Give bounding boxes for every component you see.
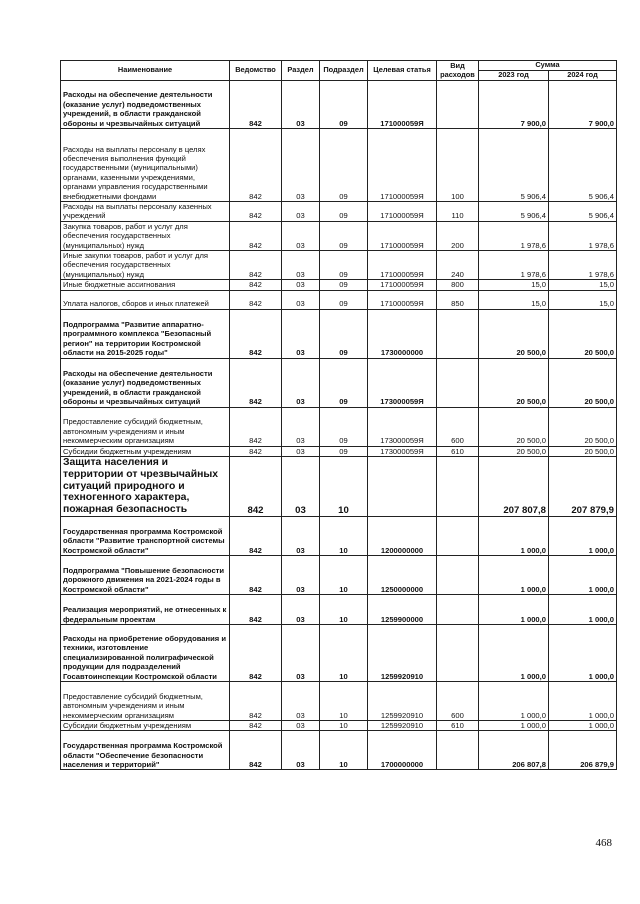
header-dept: Ведомство	[230, 61, 282, 81]
row-subsection: 09	[320, 446, 368, 456]
row-sum-2024: 1 000,0	[549, 721, 617, 731]
row-sum-2024: 1 000,0	[549, 595, 617, 625]
row-name: Предоставление субсидий бюджетным, автономным учреждениям и иным некоммерческим организациям	[61, 682, 230, 721]
row-subsection: 10	[320, 595, 368, 625]
row-dept: 842	[230, 358, 282, 407]
row-target: 171000059Я	[368, 280, 437, 290]
row-exptype	[437, 625, 479, 682]
header-name: Наименование	[61, 61, 230, 81]
row-section: 03	[282, 81, 320, 129]
row-name: Расходы на приобретение оборудования и техники, изготовление специализированной полиграфической продукции для подразделений Госавтоинспекции Костромской области	[61, 625, 230, 682]
row-sum-2023: 7 900,0	[479, 81, 549, 129]
table-row	[61, 221, 617, 250]
row-name: Предоставление субсидий бюджетным, автономным учреждениям и иным некоммерческим организациям	[61, 407, 230, 446]
row-section: 03	[282, 407, 320, 446]
row-section: 03	[282, 721, 320, 731]
row-section: 03	[282, 595, 320, 625]
row-subsection: 09	[320, 280, 368, 290]
row-sum-2024: 20 500,0	[549, 446, 617, 456]
table-row	[61, 625, 617, 682]
row-sum-2024: 1 978,6	[549, 221, 617, 250]
row-exptype: 610	[437, 721, 479, 731]
row-exptype	[437, 556, 479, 595]
row-section: 03	[282, 221, 320, 250]
row-dept: 842	[230, 129, 282, 202]
row-target: 1200000000	[368, 517, 437, 556]
row-name: Реализация мероприятий, не отнесенных к федеральным проектам	[61, 595, 230, 625]
row-sum-2023: 1 000,0	[479, 625, 549, 682]
row-sum-2023: 1 000,0	[479, 556, 549, 595]
row-exptype: 600	[437, 682, 479, 721]
row-exptype: 600	[437, 407, 479, 446]
row-target: 171000059Я	[368, 251, 437, 280]
row-exptype	[437, 517, 479, 556]
row-target: 173000059Я	[368, 446, 437, 456]
row-subsection: 09	[320, 129, 368, 202]
row-section: 03	[282, 309, 320, 358]
row-sum-2023: 1 000,0	[479, 682, 549, 721]
row-name: Закупка товаров, работ и услуг для обеспечения государственных (муниципальных) нужд	[61, 221, 230, 250]
row-name: Расходы на обеспечение деятельности (оказание услуг) подведомственных учреждений, в области гражданской обороны и чрезвычайных ситуаций	[61, 358, 230, 407]
row-sum-2023: 20 500,0	[479, 446, 549, 456]
row-target: 1250000000	[368, 556, 437, 595]
row-name: Государственная программа Костромской области "Развитие транспортной системы Костромской области"	[61, 517, 230, 556]
row-subsection: 10	[320, 517, 368, 556]
row-target: 171000059Я	[368, 129, 437, 202]
row-sum-2024: 1 000,0	[549, 682, 617, 721]
row-exptype	[437, 595, 479, 625]
row-target: 173000059Я	[368, 358, 437, 407]
header-subsection: Подраздел	[320, 61, 368, 81]
row-name: Субсидии бюджетным учреждениям	[61, 721, 230, 731]
row-name: Уплата налогов, сборов и иных платежей	[61, 290, 230, 309]
row-sum-2024: 15,0	[549, 290, 617, 309]
row-exptype: 200	[437, 221, 479, 250]
row-section: 03	[282, 457, 320, 517]
header-year-2023: 2023 год	[479, 71, 549, 81]
table-row	[61, 556, 617, 595]
row-target: 1259920910	[368, 625, 437, 682]
row-sum-2023: 1 000,0	[479, 595, 549, 625]
row-sum-2024: 15,0	[549, 280, 617, 290]
row-exptype: 100	[437, 129, 479, 202]
row-sum-2023: 20 500,0	[479, 309, 549, 358]
header-target: Целевая статья	[368, 61, 437, 81]
row-subsection: 10	[320, 625, 368, 682]
row-subsection: 09	[320, 309, 368, 358]
row-target: 173000059Я	[368, 407, 437, 446]
row-sum-2023: 1 000,0	[479, 721, 549, 731]
row-sum-2024: 1 978,6	[549, 251, 617, 280]
row-sum-2023: 20 500,0	[479, 407, 549, 446]
row-name: Субсидии бюджетным учреждениям	[61, 446, 230, 456]
row-target: 171000059Я	[368, 81, 437, 129]
row-exptype	[437, 309, 479, 358]
row-exptype: 850	[437, 290, 479, 309]
row-exptype	[437, 358, 479, 407]
row-dept: 842	[230, 721, 282, 731]
row-dept: 842	[230, 251, 282, 280]
row-subsection: 10	[320, 731, 368, 770]
row-section: 03	[282, 251, 320, 280]
row-dept: 842	[230, 731, 282, 770]
row-sum-2024: 1 000,0	[549, 556, 617, 595]
row-name: Иные бюджетные ассигнования	[61, 280, 230, 290]
row-target: 1259920910	[368, 721, 437, 731]
row-subsection: 10	[320, 457, 368, 517]
table-row	[61, 81, 617, 129]
row-subsection: 09	[320, 202, 368, 222]
header-sum: Сумма	[479, 61, 617, 71]
row-section: 03	[282, 358, 320, 407]
row-target: 171000059Я	[368, 221, 437, 250]
row-exptype: 800	[437, 280, 479, 290]
row-sum-2024: 20 500,0	[549, 407, 617, 446]
row-name: Расходы на выплаты персоналу казенных учреждений	[61, 202, 230, 222]
table-row	[61, 595, 617, 625]
row-sum-2023: 5 906,4	[479, 129, 549, 202]
row-name: Иные закупки товаров, работ и услуг для обеспечения государственных (муниципальных) нужд	[61, 251, 230, 280]
table-row	[61, 290, 617, 309]
budget-table	[60, 60, 617, 770]
row-sum-2024: 20 500,0	[549, 309, 617, 358]
row-subsection: 10	[320, 682, 368, 721]
row-dept: 842	[230, 221, 282, 250]
table-row	[61, 407, 617, 446]
row-name: Подпрограмма "Развитие аппаратно-программного комплекса "Безопасный регион" на территории Костромской области на 2015-2025 годы"	[61, 309, 230, 358]
row-section: 03	[282, 290, 320, 309]
row-subsection: 09	[320, 290, 368, 309]
row-subsection: 10	[320, 556, 368, 595]
row-target: 1730000000	[368, 309, 437, 358]
row-section: 03	[282, 517, 320, 556]
row-name: Защита населения и территории от чрезвычайных ситуаций природного и техногенного характера, пожарная безопасность	[61, 457, 230, 517]
row-dept: 842	[230, 625, 282, 682]
row-section: 03	[282, 202, 320, 222]
row-section: 03	[282, 731, 320, 770]
row-sum-2024: 20 500,0	[549, 358, 617, 407]
row-exptype: 110	[437, 202, 479, 222]
table-row	[61, 202, 617, 222]
header-year-2024: 2024 год	[549, 71, 617, 81]
row-subsection: 09	[320, 251, 368, 280]
table-row	[61, 446, 617, 456]
header-exptype: Вид расходов	[437, 61, 479, 81]
table-row	[61, 682, 617, 721]
row-sum-2023: 207 807,8	[479, 457, 549, 517]
row-dept: 842	[230, 290, 282, 309]
row-dept: 842	[230, 81, 282, 129]
row-sum-2023: 206 807,8	[479, 731, 549, 770]
row-section: 03	[282, 682, 320, 721]
row-name: Расходы на обеспечение деятельности (оказание услуг) подведомственных учреждений, в области гражданской обороны и чрезвычайных ситуаций	[61, 81, 230, 129]
row-section: 03	[282, 556, 320, 595]
row-sum-2024: 7 900,0	[549, 81, 617, 129]
row-section: 03	[282, 129, 320, 202]
table-row	[61, 517, 617, 556]
table-body	[61, 81, 617, 770]
row-exptype: 610	[437, 446, 479, 456]
header-section: Раздел	[282, 61, 320, 81]
row-dept: 842	[230, 280, 282, 290]
row-exptype: 240	[437, 251, 479, 280]
row-subsection: 09	[320, 358, 368, 407]
table-row	[61, 309, 617, 358]
row-dept: 842	[230, 517, 282, 556]
table-row	[61, 731, 617, 770]
row-subsection: 10	[320, 721, 368, 731]
row-dept: 842	[230, 407, 282, 446]
row-sum-2023: 15,0	[479, 280, 549, 290]
row-sum-2024: 207 879,9	[549, 457, 617, 517]
row-sum-2023: 1 978,6	[479, 251, 549, 280]
row-exptype	[437, 81, 479, 129]
row-target: 1700000000	[368, 731, 437, 770]
row-dept: 842	[230, 457, 282, 517]
row-section: 03	[282, 280, 320, 290]
row-dept: 842	[230, 202, 282, 222]
row-sum-2024: 1 000,0	[549, 517, 617, 556]
row-sum-2023: 15,0	[479, 290, 549, 309]
row-sum-2024: 1 000,0	[549, 625, 617, 682]
page-number: 468	[595, 837, 612, 849]
row-section: 03	[282, 625, 320, 682]
row-sum-2024: 5 906,4	[549, 202, 617, 222]
row-sum-2023: 5 906,4	[479, 202, 549, 222]
row-exptype	[437, 457, 479, 517]
row-target: 1259900000	[368, 595, 437, 625]
table-row	[61, 721, 617, 731]
row-name: Государственная программа Костромской области "Обеспечение безопасности населения и территорий"	[61, 731, 230, 770]
row-subsection: 09	[320, 221, 368, 250]
table-row	[61, 358, 617, 407]
row-sum-2023: 1 000,0	[479, 517, 549, 556]
row-sum-2024: 206 879,9	[549, 731, 617, 770]
row-subsection: 09	[320, 81, 368, 129]
table-row	[61, 280, 617, 290]
row-dept: 842	[230, 595, 282, 625]
row-sum-2024: 5 906,4	[549, 129, 617, 202]
row-sum-2023: 1 978,6	[479, 221, 549, 250]
row-subsection: 09	[320, 407, 368, 446]
table-header	[61, 61, 617, 81]
row-dept: 842	[230, 446, 282, 456]
table-row	[61, 251, 617, 280]
row-exptype	[437, 731, 479, 770]
row-dept: 842	[230, 309, 282, 358]
row-target	[368, 457, 437, 517]
row-name: Расходы на выплаты персоналу в целях обеспечения выполнения функций государственными (муниципальными) органами, казенными учреждениями, органами управления государственными внебюджетными фондами	[61, 129, 230, 202]
table-row	[61, 457, 617, 517]
row-target: 171000059Я	[368, 290, 437, 309]
row-dept: 842	[230, 682, 282, 721]
row-section: 03	[282, 446, 320, 456]
row-target: 171000059Я	[368, 202, 437, 222]
row-target: 1259920910	[368, 682, 437, 721]
row-name: Подпрограмма "Повышение безопасности дорожного движения на 2021-2024 годы в Костромской области"	[61, 556, 230, 595]
row-sum-2023: 20 500,0	[479, 358, 549, 407]
row-dept: 842	[230, 556, 282, 595]
table-row	[61, 129, 617, 202]
